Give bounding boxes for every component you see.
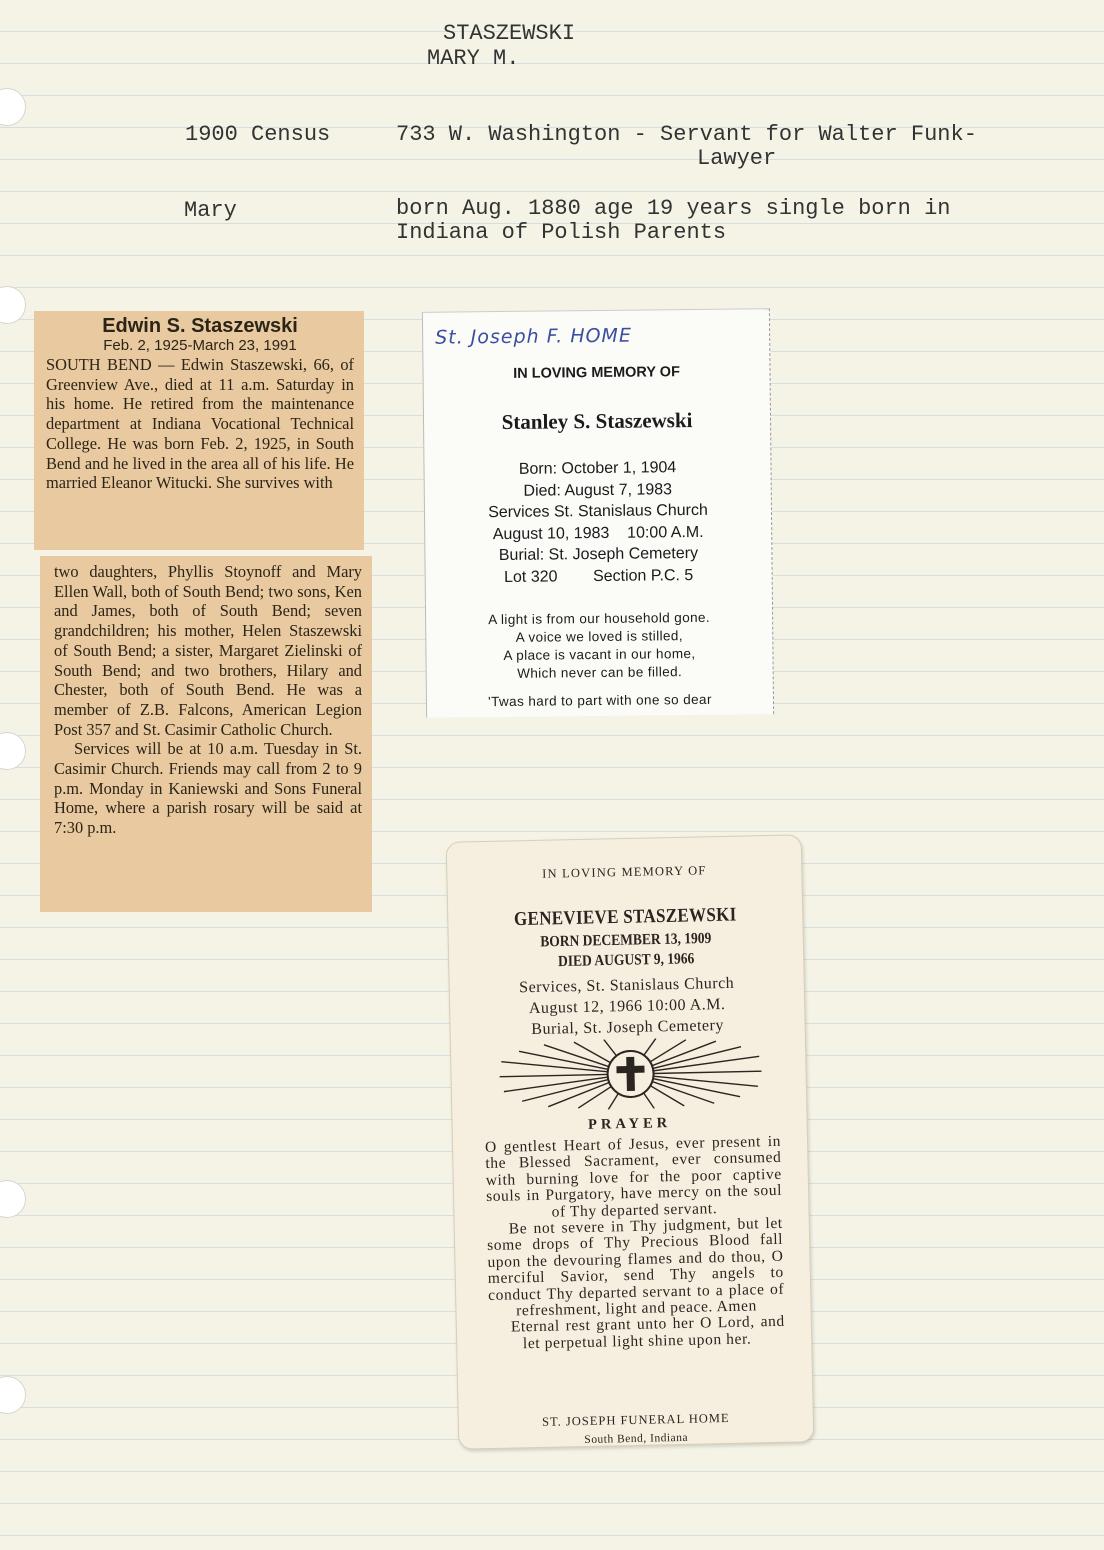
census-detail-2: Indiana of Polish Parents [396,220,727,245]
poem-line: Which never can be filled. [517,664,683,681]
obituary-dates: Feb. 2, 1925-March 23, 1991 [103,337,297,354]
funeral-home-name: ST. JOSEPH FUNERAL HOME [541,1410,730,1429]
service-time: August 12, 1966 10:00 A.M. [528,995,726,1018]
died-date: DIED AUGUST 9, 1966 [557,949,695,970]
obituary-clipping-top [34,311,364,550]
census-line-2: Lawyer [697,146,777,171]
services-location: Services, St. Stanislaus Church [519,974,735,997]
services-location: Services St. Stanislaus Church [488,501,708,522]
obituary-text-part-1: SOUTH BEND — Edwin Staszewski, 66, of Greenview Ave., died at 11 a.m. Saturday in his home. He retired from the maintenance department at Indiana Vocational Technical College. He was born Feb. 2, 1925, in South Bend and he lived in the area all of his life. He married Eleanor Witucki. She survives with [46,355,354,493]
binder-hole [0,1180,26,1218]
obituary-name: Edwin S. Staszewski [102,315,298,337]
funeral-home-location: South Bend, Indiana [584,1431,689,1447]
lot-section: Lot 320 Section P.C. 5 [503,566,694,586]
poem-line: A light is from our household gone. [488,609,711,628]
obituary-text-part-3: Services will be at 10 a.m. Tuesday in St. Casimir Church. Friends may call from 2 to 9 p.m. Monday in Kaniewski and Sons Funeral Home, where a parish rosary will be said at 7:30 p.m. [54,739,362,838]
poem-line: A place is vacant in our home, [503,645,696,663]
handwritten-note: St. Joseph F. HOME [435,324,633,349]
prayer-paragraph: Eternal rest grant unto her O Lord, and let perpetual light shine upon her. [510,1313,785,1353]
memorial-poem [426,608,773,712]
burial-location: Burial, St. Joseph Cemetery [531,1017,725,1039]
prayer-paragraph: Be not severe in Thy judgment, but let some drops of Thy Precious Blood fall upon the devouring flames and do thou, O merciful Savior, send Thy angels to conduct Thy departed servant to a place of refreshment, light and peace. Amen [486,1214,785,1320]
binder-hole [0,88,26,126]
binder-hole [0,1376,26,1414]
poem-line: 'Twas hard to part with one so dear [488,691,712,710]
census-label: 1900 Census [185,122,331,147]
prayer-paragraph: O gentlest Heart of Jesus, ever present in the Blessed Sacrament, ever consumed with burning love for the poor captive souls in Purgatory, have mercy on the soul of Thy departed servant. [484,1132,783,1221]
radiant-cross-icon [499,1036,762,1111]
prayer-text [485,1134,785,1353]
binder-hole [0,732,26,770]
prayer-title: PRAYER [587,1115,672,1133]
card-heading: IN LOVING MEMORY OF [542,863,707,881]
obituary-clipping-bottom [40,556,372,912]
burial-location: Burial: St. Joseph Cemetery [498,544,699,565]
card-details [424,456,771,589]
surname-heading: STASZEWSKI [443,21,576,46]
given-name-heading: MARY M. [427,46,520,71]
census-line-1: 733 W. Washington - Servant for Walter Funk- [396,122,977,147]
obituary-text-part-2: two daughters, Phyllis Stoynoff and Mary Ellen Wall, both of South Bend; two sons, Ken and James, both of South Bend; seven grandchildren; his mother, Helen Staszewski of South Bend; a sister, Margaret Zielinski of South Bend; and two brothers, Hilary and Chester, both of South Bend. He was a member of Z.B. Falcons, American Legion Post 357 and St. Casimir Catholic Church. [54,562,362,739]
memorial-card-stanley [422,308,774,718]
census-person-label: Mary [184,198,237,223]
services-block [450,971,805,1041]
binder-hole [0,286,26,324]
card-heading: IN LOVING MEMORY OF [513,364,680,382]
deceased-name: GENEVIEVE STASZEWSKI [513,903,737,930]
memorial-card-genevieve [446,834,815,1449]
died-date: Died: August 7, 1983 [523,480,673,500]
poem-line: A voice we loved is stilled, [515,628,684,645]
born-date: Born: October 1, 1904 [518,459,677,478]
service-time: August 10, 1983 10:00 A.M. [492,523,704,543]
census-detail-1: born Aug. 1880 age 19 years single born in [396,196,951,221]
born-date: BORN DECEMBER 13, 1909 [540,929,712,950]
deceased-name: Stanley S. Staszewski [501,408,693,435]
